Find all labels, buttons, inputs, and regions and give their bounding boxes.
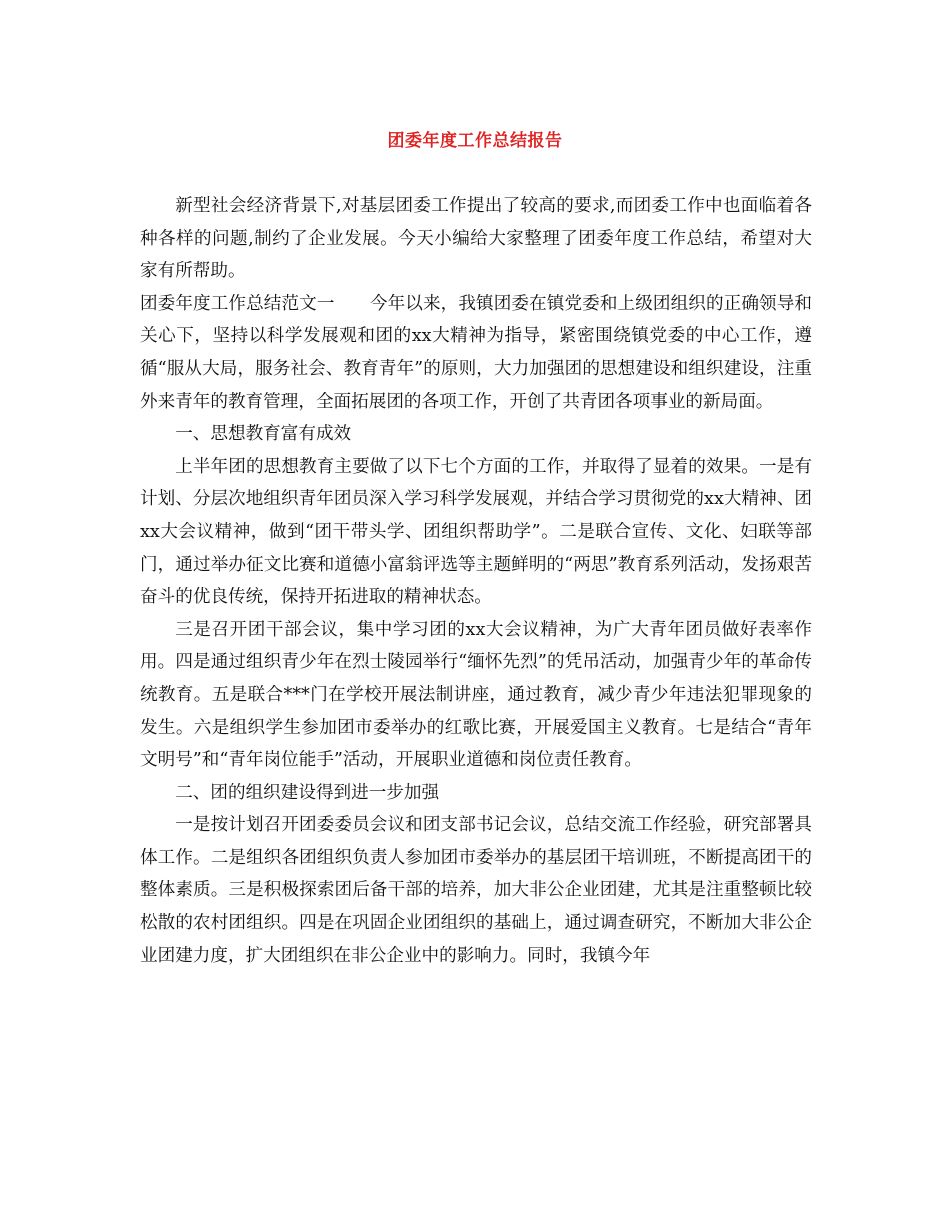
document-title: 团委年度工作总结报告 bbox=[387, 131, 563, 151]
body-paragraph: 上半年团的思想教育主要做了以下七个方面的工作，并取得了显着的效果。一是有计划、分层次地组织青年团员深入学习科学发展观，并结合学习贯彻党的xx大精神、团xx大会议精神，做到“团干带头学、团组织帮助学”。二是联合宣传、文化、妇联等部门，通过举办征文比赛和道德小富翁评选等主题鲜明的“两思”教育系列活动，发扬艰苦奋斗的优良传统，保持开拓进取的精神状态。 bbox=[140, 456, 812, 608]
section-heading-2: 二、团的组织建设得到进一步加强 bbox=[175, 782, 440, 803]
sample-one-paragraph: 团委年度工作总结范文一 今年以来，我镇团委在镇党委和上级团组织的正确领导和关心下，坚持以科学发展观和团的xx大精神为指导，紧密围绕镇党委的中心工作，遵循“服从大局，服务社会、教育青年”的原则，大力加强团的思想建设和组织建设，注重外来青年的教育管理，全面拓展团的各项工作，开创了共青团各项事业的新局面。 bbox=[140, 293, 812, 412]
body-paragraph: 一是按计划召开团委委员会议和团支部书记会议，总结交流工作经验，研究部署具体工作。二是组织各团组织负责人参加团市委举办的基层团干培训班，不断提高团干的整体素质。三是积极探索团后备干部的培养，加大非公企业团建，尤其是注重整顿比较松散的农村团组织。四是在巩固企业团组织的基础上，通过调查研究，不断加大非公企业团建力度，扩大团组织在非公企业中的影响力。同时，我镇今年 bbox=[140, 815, 812, 966]
document-body bbox=[140, 190, 812, 972]
body-paragraph: 三是召开团干部会议，集中学习团的xx大会议精神，为广大青年团员做好表率作用。四是通过组织青少年在烈士陵园举行“缅怀先烈”的凭吊活动，加强青少年的革命传统教育。五是联合***门在学校开展法制讲座，通过教育，减少青少年违法犯罪现象的发生。六是组织学生参加团市委举办的红歌比赛，开展爱国主义教育。七是结合“青年文明号”和“青年岗位能手”活动，开展职业道德和岗位责任教育。 bbox=[140, 619, 812, 771]
section-heading-1: 一、思想教育富有成效 bbox=[175, 424, 352, 445]
intro-paragraph: 新型社会经济背景下,对基层团委工作提出了较高的要求,而团委工作中也面临着各种各样的问题,制约了企业发展。今天小编给大家整理了团委年度工作总结，希望对大家有所帮助。 bbox=[140, 196, 812, 282]
